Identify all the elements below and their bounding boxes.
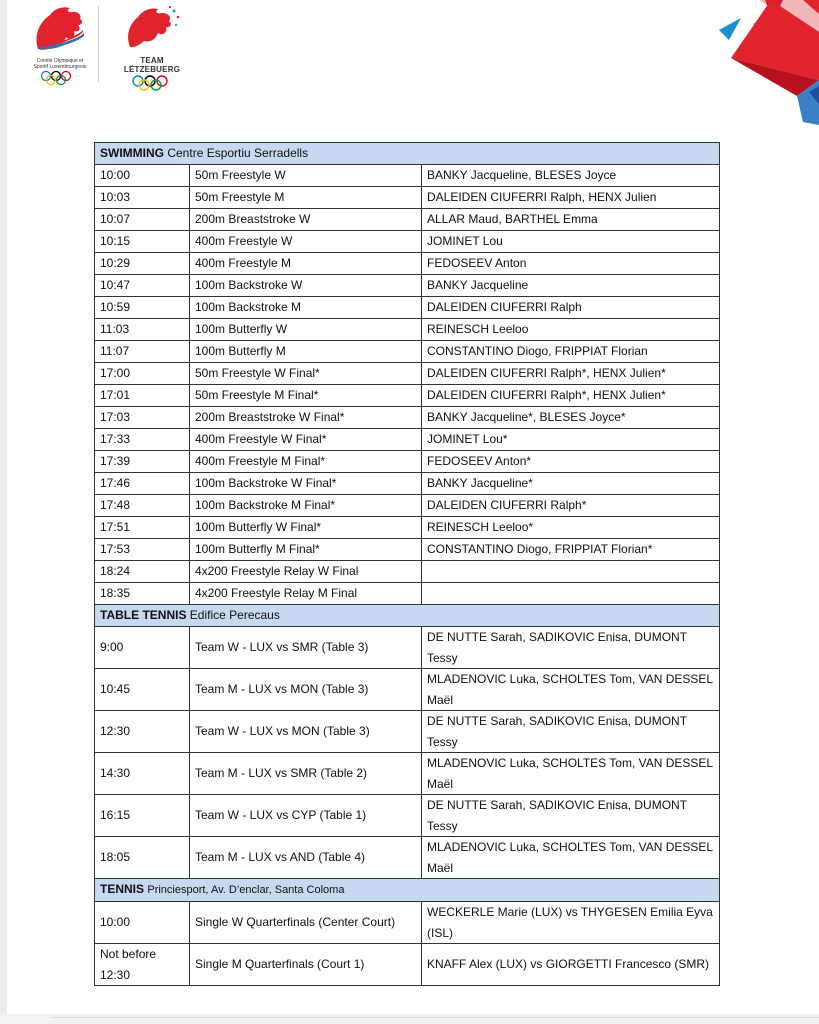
time-cell: 17:53 xyxy=(95,539,190,561)
event-cell: 50m Freestyle W xyxy=(190,165,422,187)
event-cell: Team W - LUX vs SMR (Table 3) xyxy=(190,627,422,669)
table-row xyxy=(95,187,720,209)
time-cell: 17:39 xyxy=(95,451,190,473)
table-row xyxy=(95,385,720,407)
table-row xyxy=(95,341,720,363)
athletes-cell: JOMINET Lou xyxy=(422,231,720,253)
table-row xyxy=(95,209,720,231)
athletes-cell: MLADENOVIC Luka, SCHOLTES Tom, VAN DESSEL Maël xyxy=(422,837,720,879)
table-row xyxy=(95,363,720,385)
table-row xyxy=(95,561,720,583)
section-name: SWIMMING xyxy=(100,146,164,160)
table-row xyxy=(95,517,720,539)
time-cell: 18:05 xyxy=(95,837,190,879)
athletes-cell: DE NUTTE Sarah, SADIKOVIC Enisa, DUMONT Tessy xyxy=(422,627,720,669)
section-venue: Centre Esportiu Serradells xyxy=(167,146,309,160)
athletes-cell: DE NUTTE Sarah, SADIKOVIC Enisa, DUMONT Tessy xyxy=(422,711,720,753)
olympic-rings-icon xyxy=(112,74,192,92)
section-header-tennis xyxy=(95,879,720,902)
event-cell: 200m Breaststroke W Final* xyxy=(190,407,422,429)
time-cell: 18:35 xyxy=(95,583,190,605)
athletes-cell: CONSTANTINO Diogo, FRIPPIAT Florian* xyxy=(422,539,720,561)
table-row xyxy=(95,753,720,795)
section-header-swimming xyxy=(95,143,720,165)
athletes-cell: FEDOSEEV Anton xyxy=(422,253,720,275)
table-row xyxy=(95,231,720,253)
table-tennis-rows xyxy=(95,627,720,879)
time-cell: 17:48 xyxy=(95,495,190,517)
table-row xyxy=(95,539,720,561)
athletes-cell: DALEIDEN CIUFERRI Ralph*, HENX Julien* xyxy=(422,385,720,407)
event-cell: 100m Butterfly M Final* xyxy=(190,539,422,561)
section-header-table-tennis xyxy=(95,605,720,627)
table-row xyxy=(95,297,720,319)
event-cell: 100m Backstroke M Final* xyxy=(190,495,422,517)
athletes-cell: MLADENOVIC Luka, SCHOLTES Tom, VAN DESSEL Maël xyxy=(422,753,720,795)
athletes-cell: REINESCH Leeloo xyxy=(422,319,720,341)
time-cell: 10:03 xyxy=(95,187,190,209)
time-cell: 11:07 xyxy=(95,341,190,363)
athletes-cell: DALEIDEN CIUFERRI Ralph xyxy=(422,297,720,319)
event-cell: 50m Freestyle M Final* xyxy=(190,385,422,407)
athletes-cell: FEDOSEEV Anton* xyxy=(422,451,720,473)
red-lion-icon xyxy=(28,3,92,53)
time-cell: 16:15 xyxy=(95,795,190,837)
event-cell: 400m Freestyle W xyxy=(190,231,422,253)
section-venue: Princiesport, Av. D’enclar, Santa Coloma xyxy=(147,884,345,896)
event-cell: Team M - LUX vs AND (Table 4) xyxy=(190,837,422,879)
time-cell: 10:00 xyxy=(95,902,190,944)
time-cell: 17:00 xyxy=(95,363,190,385)
swimming-rows xyxy=(95,165,720,605)
olympic-rings-icon xyxy=(28,70,92,86)
athletes-cell: DALEIDEN CIUFERRI Ralph*, HENX Julien* xyxy=(422,363,720,385)
athletes-cell xyxy=(422,561,720,583)
event-cell: 100m Butterfly W Final* xyxy=(190,517,422,539)
athletes-cell: BANKY Jacqueline, BLESES Joyce xyxy=(422,165,720,187)
athletes-cell: WECKERLE Marie (LUX) vs THYGESEN Emilia Eyva (ISL) xyxy=(422,902,720,944)
table-row xyxy=(95,669,720,711)
athletes-cell: MLADENOVIC Luka, SCHOLTES Tom, VAN DESSEL Maël xyxy=(422,669,720,711)
team-letzebuerg-logo xyxy=(112,3,192,97)
section-name: TENNIS xyxy=(100,882,145,896)
table-row xyxy=(95,837,720,879)
time-cell: 12:30 xyxy=(95,711,190,753)
table-row xyxy=(95,583,720,605)
table-row xyxy=(95,473,720,495)
event-cell: Team M - LUX vs SMR (Table 2) xyxy=(190,753,422,795)
event-cell: Team M - LUX vs MON (Table 3) xyxy=(190,669,422,711)
athletes-cell: DALEIDEN CIUFERRI Ralph* xyxy=(422,495,720,517)
coe-caption xyxy=(28,58,92,70)
table-row xyxy=(95,795,720,837)
time-cell: 9:00 xyxy=(95,627,190,669)
event-cell: 50m Freestyle M xyxy=(190,187,422,209)
table-row xyxy=(95,407,720,429)
event-cell: Single W Quarterfinals (Center Court) xyxy=(190,902,422,944)
table-row xyxy=(95,275,720,297)
tennis-rows xyxy=(95,902,720,986)
time-cell: 17:51 xyxy=(95,517,190,539)
event-cell: 100m Butterfly M xyxy=(190,341,422,363)
athletes-cell: DE NUTTE Sarah, SADIKOVIC Enisa, DUMONT Tessy xyxy=(422,795,720,837)
time-cell: 10:07 xyxy=(95,209,190,231)
page-bottom-line xyxy=(50,1017,819,1018)
table-row xyxy=(95,451,720,473)
athletes-cell: JOMINET Lou* xyxy=(422,429,720,451)
table-row xyxy=(95,319,720,341)
page-bottom-margin xyxy=(0,1014,819,1024)
table-row xyxy=(95,253,720,275)
section-name: TABLE TENNIS xyxy=(100,608,187,622)
event-cell: 4x200 Freestyle Relay M Final xyxy=(190,583,422,605)
event-cell: Team W - LUX vs CYP (Table 1) xyxy=(190,795,422,837)
time-cell: 10:59 xyxy=(95,297,190,319)
athletes-cell: KNAFF Alex (LUX) vs GIORGETTI Francesco (SMR) xyxy=(422,944,720,986)
athletes-cell xyxy=(422,583,720,605)
time-cell: 10:00 xyxy=(95,165,190,187)
event-cell: 400m Freestyle W Final* xyxy=(190,429,422,451)
coe-caption-line-1: Comité Olympique et xyxy=(36,58,84,64)
event-cell: Team W - LUX vs MON (Table 3) xyxy=(190,711,422,753)
event-cell: 400m Freestyle M Final* xyxy=(190,451,422,473)
table-row xyxy=(95,627,720,669)
event-cell: 200m Breaststroke W xyxy=(190,209,422,231)
table-row xyxy=(95,902,720,944)
corner-decoration-graphic xyxy=(679,0,819,125)
time-cell: 18:24 xyxy=(95,561,190,583)
athletes-cell: BANKY Jacqueline xyxy=(422,275,720,297)
event-cell: Single M Quarterfinals (Court 1) xyxy=(190,944,422,986)
athletes-cell: REINESCH Leeloo* xyxy=(422,517,720,539)
time-cell: 17:03 xyxy=(95,407,190,429)
time-cell: 14:30 xyxy=(95,753,190,795)
time-cell: Not before 12:30 xyxy=(95,944,190,986)
time-cell: 17:33 xyxy=(95,429,190,451)
schedule-table xyxy=(94,142,720,986)
time-cell: 10:15 xyxy=(95,231,190,253)
coe-caption-line-2: Sportif Luxembourgeois xyxy=(33,64,87,70)
event-cell: 100m Butterfly W xyxy=(190,319,422,341)
table-row xyxy=(95,429,720,451)
page-left-margin xyxy=(0,0,7,1024)
time-cell: 17:46 xyxy=(95,473,190,495)
table-row xyxy=(95,165,720,187)
event-cell: 50m Freestyle W Final* xyxy=(190,363,422,385)
red-lion-head-icon xyxy=(112,3,192,51)
time-cell: 10:29 xyxy=(95,253,190,275)
coe-logo xyxy=(28,3,92,91)
athletes-cell: BANKY Jacqueline*, BLESES Joyce* xyxy=(422,407,720,429)
time-cell: 10:45 xyxy=(95,669,190,711)
event-cell: 100m Backstroke W xyxy=(190,275,422,297)
table-row xyxy=(95,495,720,517)
team-caption: TEAM LËTZEBUERG xyxy=(123,56,181,74)
athletes-cell: CONSTANTINO Diogo, FRIPPIAT Florian xyxy=(422,341,720,363)
athletes-cell: DALEIDEN CIUFERRI Ralph, HENX Julien xyxy=(422,187,720,209)
event-cell: 100m Backstroke M xyxy=(190,297,422,319)
section-venue: Edifice Perecaus xyxy=(189,608,280,622)
event-cell: 400m Freestyle M xyxy=(190,253,422,275)
athletes-cell: BANKY Jacqueline* xyxy=(422,473,720,495)
time-cell: 17:01 xyxy=(95,385,190,407)
table-row xyxy=(95,944,720,986)
table-row xyxy=(95,711,720,753)
event-cell: 100m Backstroke W Final* xyxy=(190,473,422,495)
logo-separator xyxy=(98,6,99,82)
event-cell: 4x200 Freestyle Relay W Final xyxy=(190,561,422,583)
time-cell: 10:47 xyxy=(95,275,190,297)
athletes-cell: ALLAR Maud, BARTHEL Emma xyxy=(422,209,720,231)
time-cell: 11:03 xyxy=(95,319,190,341)
